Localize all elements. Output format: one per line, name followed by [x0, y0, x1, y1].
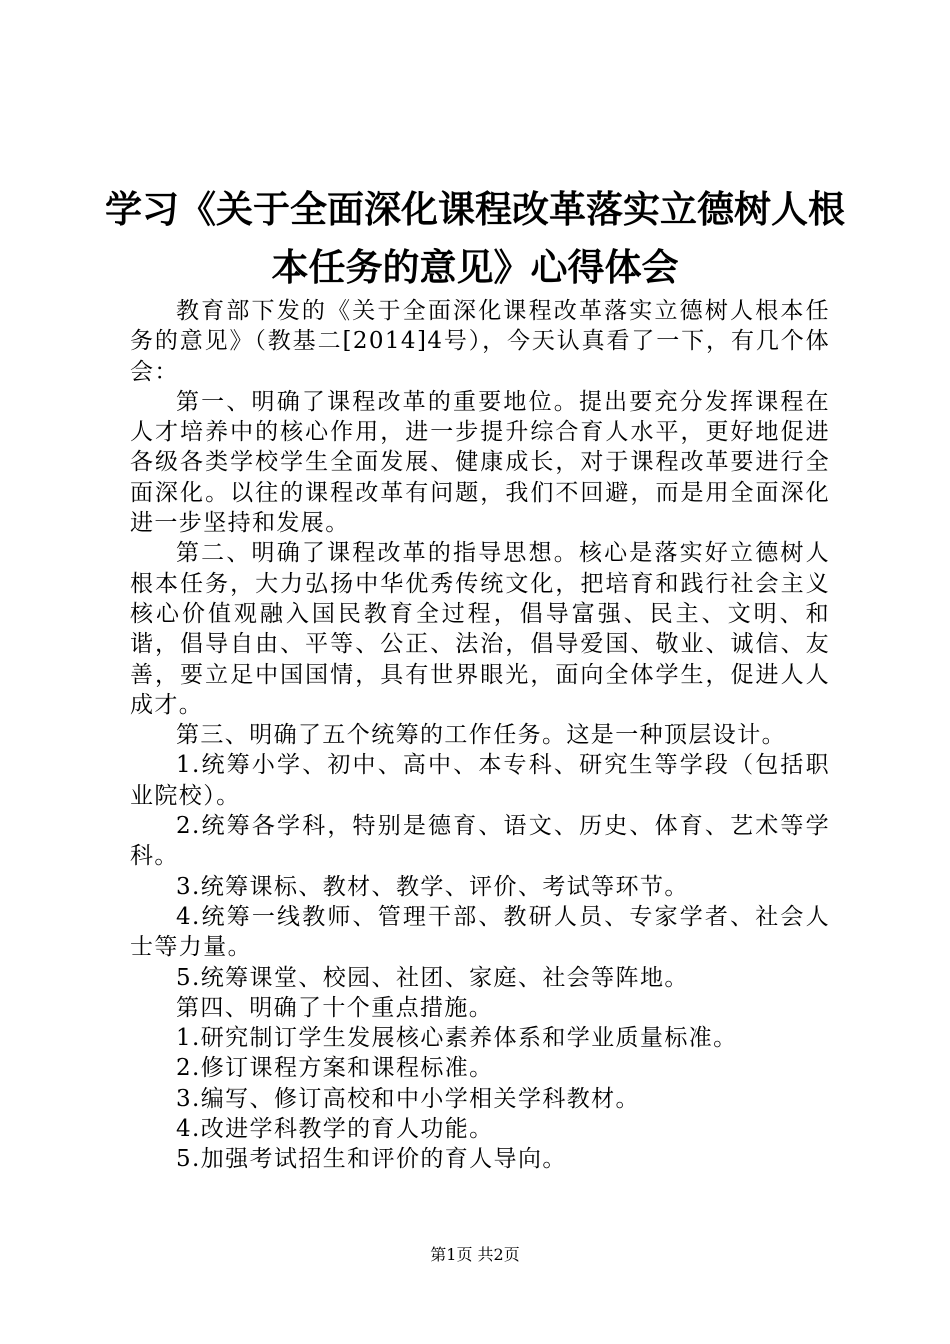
list-item: 5.统筹课堂、校园、社团、家庭、社会等阵地。 — [176, 964, 689, 991]
list-item: 2.统筹各学科，特别是德育、语文、历史、体育、艺术等学科。 — [130, 813, 830, 870]
document-title-line-1: 学习《关于全面深化课程改革落实立德树人根 — [105, 188, 845, 231]
paragraph-third-point: 第三、明确了五个统筹的工作任务。这是一种顶层设计。 — [176, 722, 786, 749]
paragraph-intro: 教育部下发的《关于全面深化课程改革落实立德树人根本任务的意见》（教基二[2014]4号），今天认真看了一下，有几个体会： — [130, 298, 830, 385]
list-item: 2.修订课程方案和课程标准。 — [176, 1055, 494, 1082]
document-body — [130, 296, 830, 1175]
paragraph-fourth-point: 第四、明确了十个重点措施。 — [176, 994, 494, 1021]
paragraph-second-point: 第二、明确了课程改革的指导思想。核心是落实好立德树人根本任务，大力弘扬中华优秀传统文化，把培育和践行社会主义核心价值观融入国民教育全过程，倡导富强、民主、文明、和谐，倡导自由、平等、公正、法治，倡导爱国、敬业、诚信、友善，要立足中国国情，具有世界眼光，面向全体学生，促进人人成才。 — [130, 540, 830, 718]
paragraph-first-point: 第一、明确了课程改革的重要地位。提出要充分发挥课程在人才培养中的核心作用，进一步提升综合育人水平，更好地促进各级各类学校学生全面发展、健康成长，对于课程改革要进行全面深化。以往的课程改革有问题，我们不回避，而是用全面深化进一步坚持和发展。 — [130, 388, 830, 537]
list-item: 3.统筹课标、教材、教学、评价、考试等环节。 — [176, 873, 689, 900]
list-item: 4.改进学科教学的育人功能。 — [176, 1116, 494, 1143]
document-title-line-2: 本任务的意见》心得体会 — [271, 246, 679, 289]
list-item: 1.研究制订学生发展核心素养体系和学业质量标准。 — [176, 1025, 738, 1052]
list-item: 5.加强考试招生和评价的育人导向。 — [176, 1146, 567, 1173]
list-item: 1.统筹小学、初中、高中、本专科、研究生等学段（包括职业院校）。 — [130, 752, 830, 809]
page-footer: 第1页 共2页 — [430, 1245, 520, 1264]
list-item: 3.编写、修订高校和中小学相关学科教材。 — [176, 1085, 640, 1112]
list-item: 4.统筹一线教师、管理干部、教研人员、专家学者、社会人士等力量。 — [130, 903, 830, 961]
